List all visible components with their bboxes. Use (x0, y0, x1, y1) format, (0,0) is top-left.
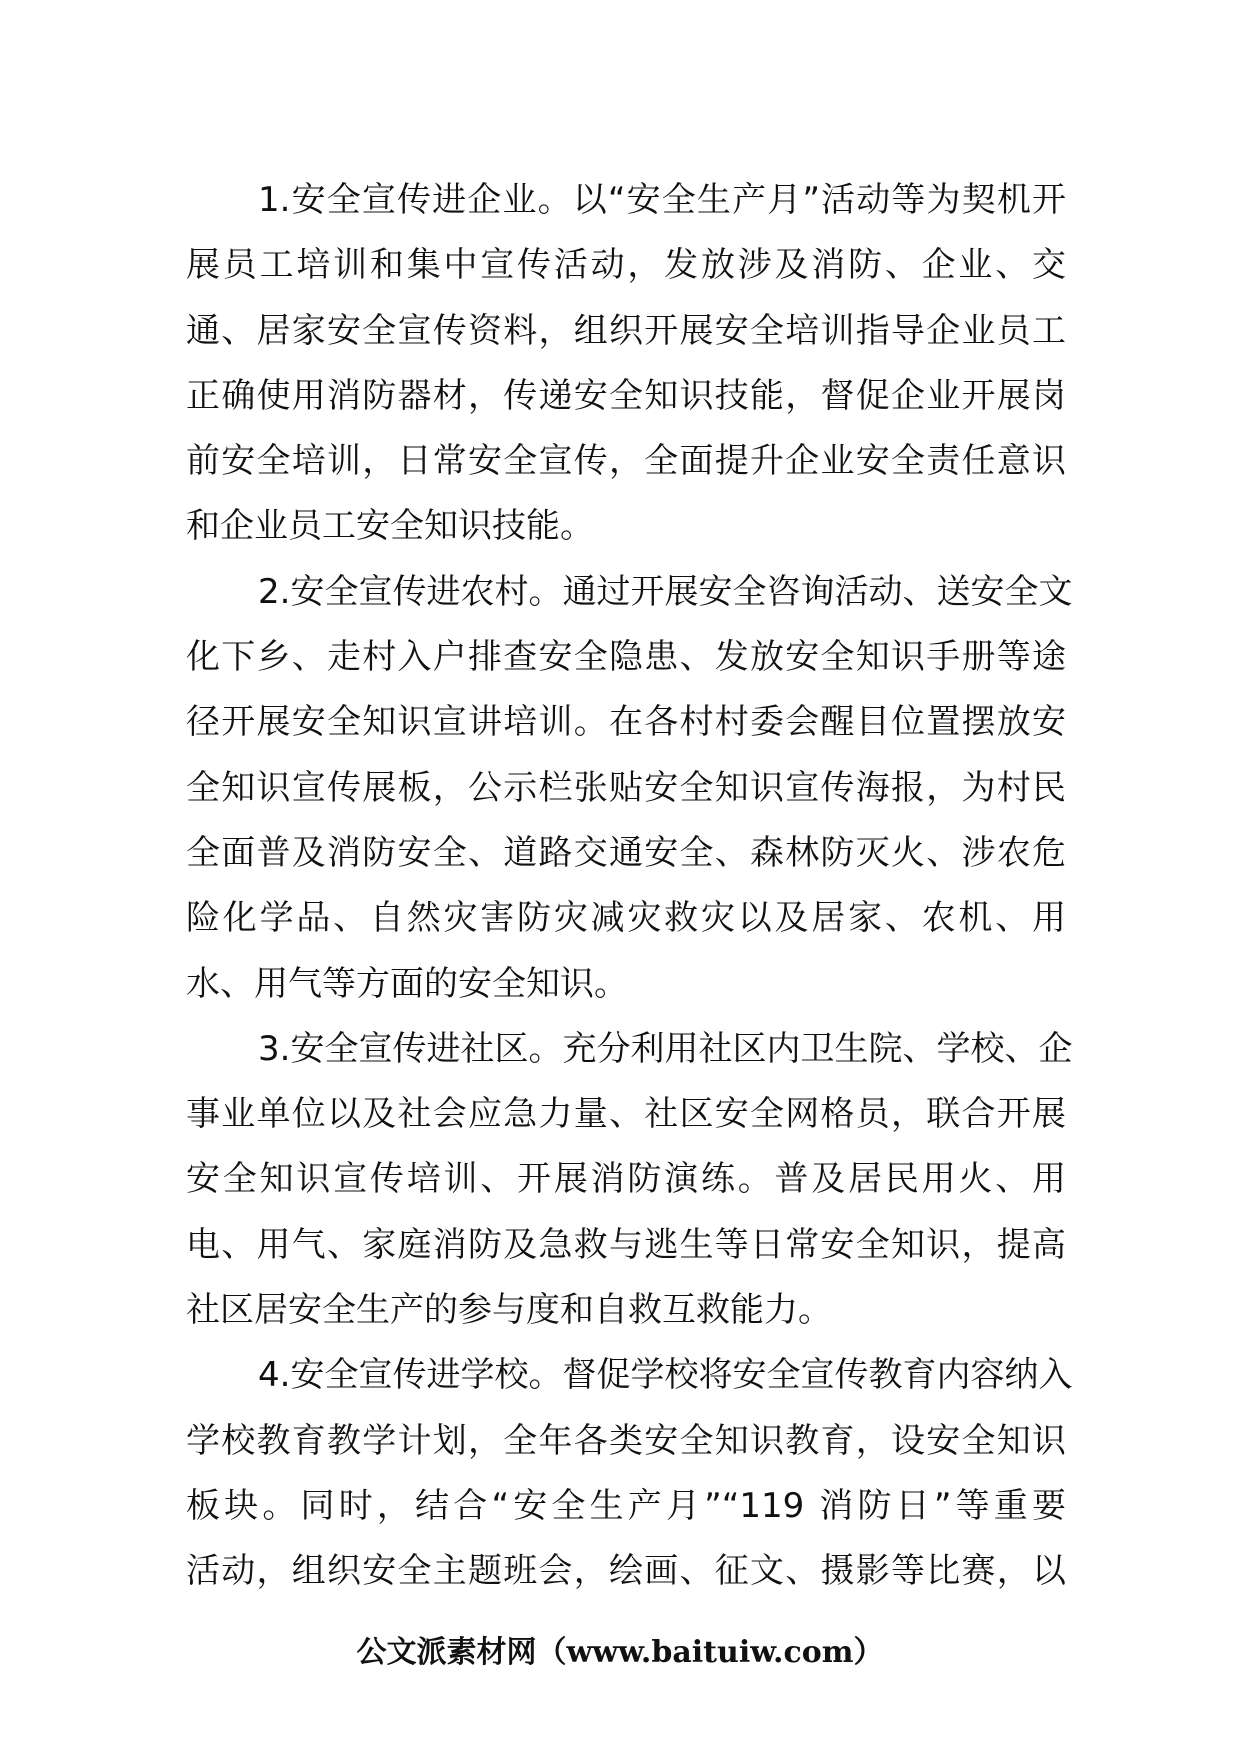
paragraph-4-line-4: 活动，组织安全主题班会，绘画、征文、摄影等比赛，以 (186, 1551, 1066, 1592)
paragraph-1-line-3: 通、居家安全宣传资料，组织开展安全培训指导企业员工 (186, 310, 1066, 351)
paragraph-2-line-3: 径开展安全知识宣讲培训。在各村村委会醒目位置摆放安 (186, 702, 1066, 743)
paragraph-2-line-6: 险化学品、自然灾害防灾减灾救灾以及居家、农机、用 (186, 898, 1066, 939)
paragraph-3-line-1: 3.安全宣传进社区。充分利用社区内卫生院、学校、企 (258, 1028, 1073, 1069)
paragraph-4-line-2: 学校教育教学计划，全年各类安全知识教育，设安全知识 (186, 1420, 1066, 1461)
paragraph-2-line-7: 水、用气等方面的安全知识。 (186, 963, 628, 1004)
paragraph-1-line-4: 正确使用消防器材，传递安全知识技能，督促企业开展岗 (186, 375, 1066, 416)
paragraph-2-line-4: 全知识宣传展板，公示栏张贴安全知识宣传海报，为村民 (186, 767, 1066, 808)
paragraph-4-line-1: 4.安全宣传进学校。督促学校将安全宣传教育内容纳入 (258, 1355, 1073, 1396)
footer-watermark: 公文派素材网（www.baituiw.com） (356, 1635, 884, 1670)
paragraph-4-line-3: 板块。同时，结合“安全生产月”“119 消防日”等重要 (186, 1485, 1066, 1526)
paragraph-3-line-3: 安全知识宣传培训、开展消防演练。普及居民用火、用 (186, 1159, 1066, 1200)
paragraph-3-line-2: 事业单位以及社会应急力量、社区安全网格员，联合开展 (186, 1094, 1066, 1135)
paragraph-2-line-1: 2.安全宣传进农村。通过开展安全咨询活动、送安全文 (258, 571, 1073, 612)
paragraph-2-line-2: 化下乡、走村入户排查安全隐患、发放安全知识手册等途 (186, 637, 1066, 678)
paragraph-1-line-2: 展员工培训和集中宣传活动，发放涉及消防、企业、交 (186, 245, 1066, 286)
paragraph-1-line-5: 前安全培训，日常安全宣传，全面提升企业安全责任意识 (186, 441, 1066, 482)
paragraph-3-line-4: 电、用气、家庭消防及急救与逃生等日常安全知识，提高 (186, 1224, 1066, 1265)
paragraph-2-line-5: 全面普及消防安全、道路交通安全、森林防灭火、涉农危 (186, 832, 1066, 873)
paragraph-1-line-1: 1.安全宣传进企业。以“安全生产月”活动等为契机开 (258, 180, 1066, 220)
paragraph-3-line-5: 社区居安全生产的参与度和自救互救能力。 (186, 1290, 832, 1331)
paragraph-1-line-6: 和企业员工安全知识技能。 (186, 506, 594, 547)
document-body (186, 168, 1073, 1605)
